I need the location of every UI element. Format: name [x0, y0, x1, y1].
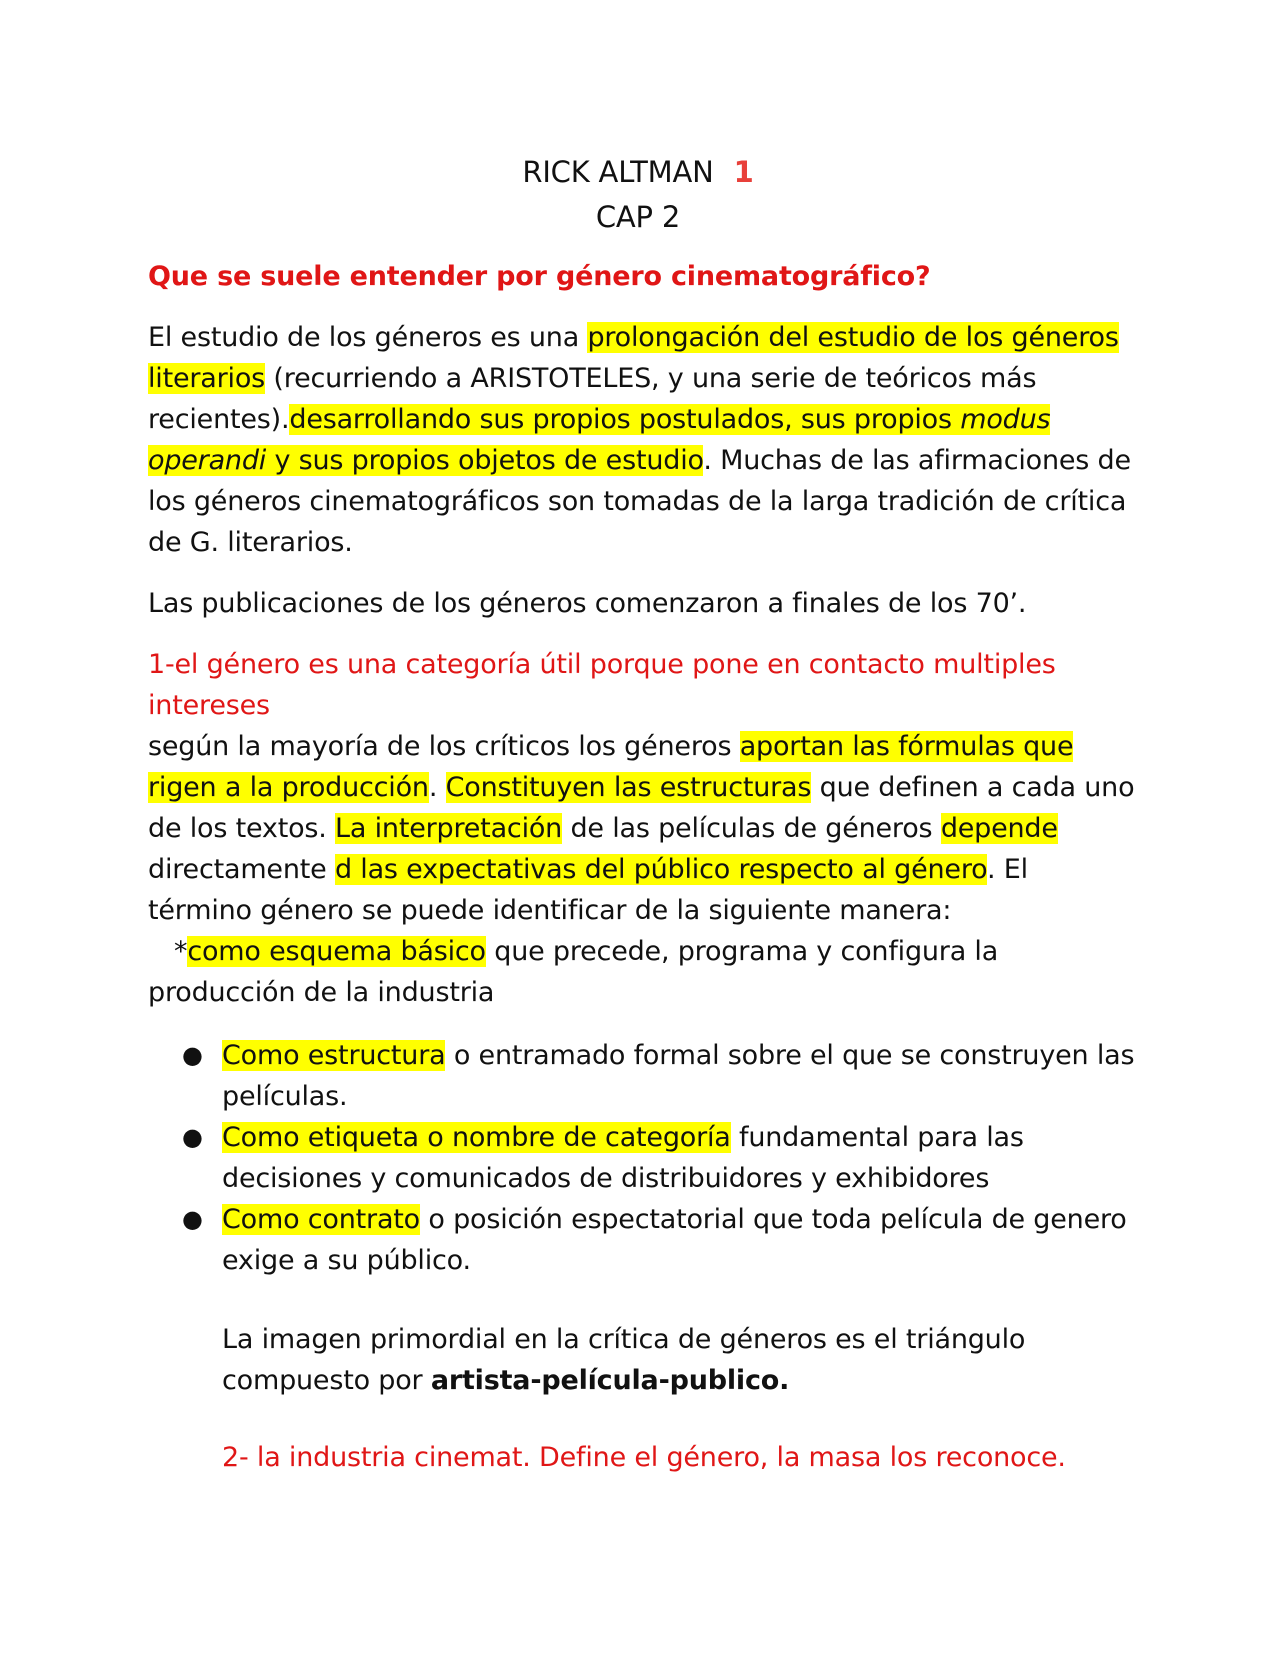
paragraph-publications: Las publicaciones de los géneros comenzaron a finales de los 70’. [148, 588, 1027, 619]
paragraph-intro [148, 317, 1138, 563]
list-item [182, 1199, 1138, 1281]
title-number: 1 [733, 155, 754, 189]
highlighted-text: Como etiqueta o nombre de categoría [222, 1122, 731, 1153]
text-span: La imagen primordial en la crítica de géneros es el triángulo compuesto por [222, 1324, 1026, 1396]
text-span: . [428, 772, 446, 803]
star-item [148, 931, 1138, 1013]
title-author: RICK ALTMAN [522, 155, 714, 189]
highlighted-text: desarrollando sus propios postulados, sus propios [289, 404, 961, 435]
bullet-icon: ● [182, 1205, 203, 1233]
title-chapter: CAP 2 [595, 200, 681, 234]
text-span: (recurriendo a ARISTOTELES, y una serie de teóricos más recientes). [148, 363, 1037, 435]
text-span: . Muchas de las afirmaciones de los géneros cinematográficos son tomadas de la larga tradición de crítica de G. literarios. [148, 445, 1131, 558]
list-item [182, 1117, 1138, 1199]
highlighted-text: Constituyen las estructuras [445, 772, 812, 803]
highlighted-italic-text: modus operandi [148, 404, 1051, 476]
document-page [148, 150, 1138, 1478]
text-span: según la mayoría de los críticos los géneros [148, 731, 740, 762]
highlighted-text: Como contrato [222, 1204, 420, 1235]
bullet-list [148, 1035, 1138, 1281]
title-block [138, 150, 1138, 240]
section-heading-2: 2- la industria cinemat. Define el género, la masa los reconoce. [222, 1442, 1066, 1473]
highlighted-text: aportan las fórmulas que rigen a la producción [148, 731, 1074, 803]
text-span: que definen a cada uno de los textos. [148, 772, 1135, 844]
list-item [182, 1035, 1138, 1117]
title-line-1 [138, 150, 1138, 195]
question-heading: Que se suele entender por género cinematográfico? [148, 261, 931, 292]
text-span: o entramado formal sobre el que se construyen las películas. [222, 1040, 1135, 1112]
section-heading-1: 1-el género es una categoría útil porque pone en contacto multiples intereses [148, 649, 1056, 721]
highlighted-text: como esquema básico [187, 936, 486, 967]
highlighted-text: Como estructura [222, 1040, 446, 1071]
highlighted-text: La interpretación [335, 813, 563, 844]
paragraph-triangle [148, 1319, 1138, 1401]
text-span: o posición espectatorial que toda película de genero exige a su público. [222, 1204, 1127, 1276]
text-span: fundamental para las decisiones y comunicados de distribuidores y exhibidores [222, 1122, 1024, 1194]
bullet-icon: ● [182, 1123, 203, 1151]
highlighted-text: y sus propios objetos de estudio [266, 445, 704, 476]
bullet-icon: ● [182, 1041, 203, 1069]
text-span: . El término género se puede identificar de la siguiente manera: [148, 854, 1028, 926]
bold-text: artista-película-publico. [430, 1365, 790, 1396]
paragraph-critics [148, 726, 1138, 931]
highlighted-text: depende [940, 813, 1058, 844]
text-span: de las películas de géneros [562, 813, 941, 844]
text-span: que precede, programa y configura la producción de la industria [148, 936, 999, 1008]
star-prefix: * [174, 936, 188, 967]
text-span: directamente [148, 854, 335, 885]
highlighted-text: d las expectativas del público respecto al género [334, 854, 987, 885]
text-span: El estudio de los géneros es una [148, 322, 588, 353]
highlighted-text: prolongación del estudio de los géneros literarios [148, 322, 1119, 394]
